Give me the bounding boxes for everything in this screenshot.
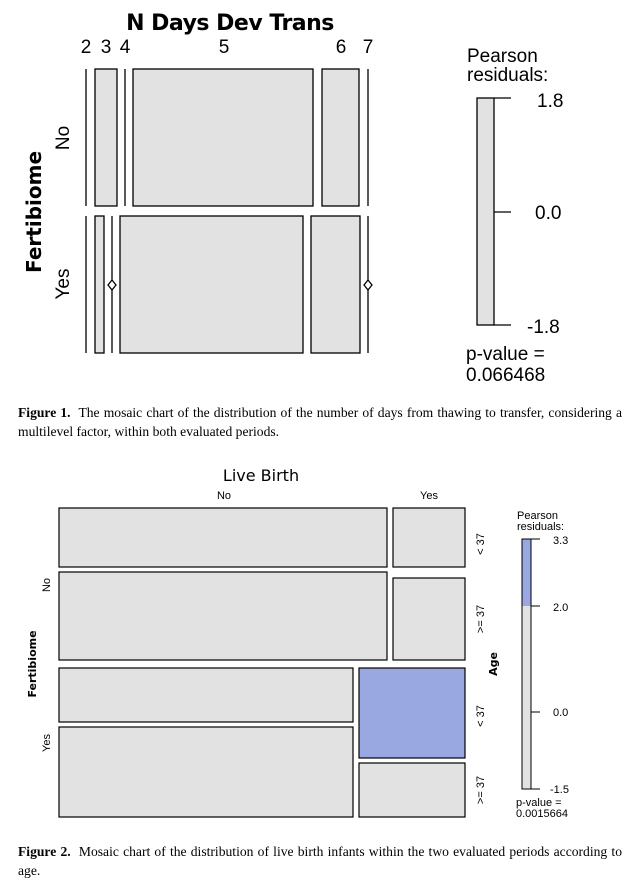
fig1-legend-tick: 0.0 xyxy=(535,203,562,224)
figure-2-title: Live Birth xyxy=(222,466,300,485)
fig1-row-label-no: No xyxy=(53,125,74,151)
fig1-col-label: 3 xyxy=(100,37,112,58)
fig1-zero-marker xyxy=(108,280,116,290)
fig2-cell-yes-ge37-no xyxy=(59,727,353,817)
fig2-cell-yes-ge37-yes xyxy=(359,763,465,817)
fig1-legend-title: Pearson xyxy=(467,46,538,67)
fig1-pvalue: p-value = xyxy=(466,344,545,365)
fig2-age-axis-label: Age xyxy=(487,652,500,676)
figure-1-caption xyxy=(18,403,622,441)
fig1-zero-marker xyxy=(364,280,372,290)
fig2-cell-no-ge37-yes xyxy=(393,578,465,660)
fig2-cell-yes-lt37-yes xyxy=(359,668,465,758)
figure-2-mosaic xyxy=(26,466,569,820)
fig2-pvalue: 0.0015664 xyxy=(516,808,568,820)
figure-2-caption-label: Figure 2. xyxy=(18,844,71,859)
fig2-legend-bar-low xyxy=(522,606,531,789)
fig2-legend-title: residuals: xyxy=(517,521,565,533)
fig1-legend-tick: -1.8 xyxy=(527,317,560,338)
fig1-cell-no-5 xyxy=(133,69,313,206)
fig2-cell-no-lt37-no xyxy=(59,508,387,567)
fig1-cell-no-3 xyxy=(95,69,117,206)
fig2-legend-tick: 2.0 xyxy=(553,602,569,614)
fig2-legend-bar-high xyxy=(522,539,531,606)
fig1-legend-tick: 1.8 xyxy=(537,91,564,112)
fig1-col-label: 4 xyxy=(119,37,131,58)
fig1-row-label-yes: Yes xyxy=(53,268,74,300)
fig2-legend-title: Pearson xyxy=(517,510,558,522)
figure-1-caption-text: The mosaic chart of the distribution of the number of days from thawing to transfer, considering a multilevel factor, within both evaluated periods. xyxy=(18,405,623,439)
figure-2-caption xyxy=(18,842,622,880)
fig1-col-label: 7 xyxy=(362,37,374,58)
fig1-cell-yes-3 xyxy=(95,216,104,353)
fig1-col-label: 6 xyxy=(335,37,347,58)
figure-2-caption-text: Mosaic chart of the distribution of live birth infants within the two evaluated periods according to age. xyxy=(18,844,622,878)
fig2-col-label: Yes xyxy=(420,490,438,502)
fig2-legend-tick: 3.3 xyxy=(553,535,569,547)
fig1-legend-bar xyxy=(477,98,494,325)
fig1-legend xyxy=(466,46,563,386)
figure-1-mosaic xyxy=(22,11,563,386)
fig2-age-label: >= 37 xyxy=(475,604,487,634)
fig1-col-label: 5 xyxy=(218,37,230,58)
fig2-cell-yes-lt37-no xyxy=(59,668,353,722)
fig1-pvalue: 0.066468 xyxy=(466,365,546,386)
figure-1-caption-label: Figure 1. xyxy=(18,405,71,420)
fig2-row-label-no: No xyxy=(41,577,53,593)
fig2-age-label: < 37 xyxy=(475,705,487,727)
figure-1-title: N Days Dev Trans xyxy=(126,11,334,36)
fig2-legend-tick: -1.5 xyxy=(550,784,569,796)
fig1-cell-yes-5 xyxy=(120,216,303,353)
fig2-col-label: No xyxy=(216,490,232,502)
fig2-legend-tick: 0.0 xyxy=(553,707,569,719)
fig2-row-axis-label: Fertibiome xyxy=(26,630,39,698)
fig2-row-label-yes: Yes xyxy=(41,734,53,752)
fig2-legend xyxy=(516,510,569,820)
fig2-cell-no-ge37-no xyxy=(59,572,387,660)
fig2-age-label: >= 37 xyxy=(475,775,487,805)
fig1-cell-no-6 xyxy=(322,69,359,206)
fig1-legend-title: residuals: xyxy=(467,65,549,86)
fig2-pvalue: p-value = xyxy=(516,797,562,809)
fig1-cell-yes-6 xyxy=(311,216,360,353)
fig1-row-axis-label: Fertibiome xyxy=(22,150,46,274)
fig2-age-label: < 37 xyxy=(475,533,487,555)
fig1-col-label: 2 xyxy=(80,37,92,58)
fig2-cell-no-lt37-yes xyxy=(393,508,465,567)
